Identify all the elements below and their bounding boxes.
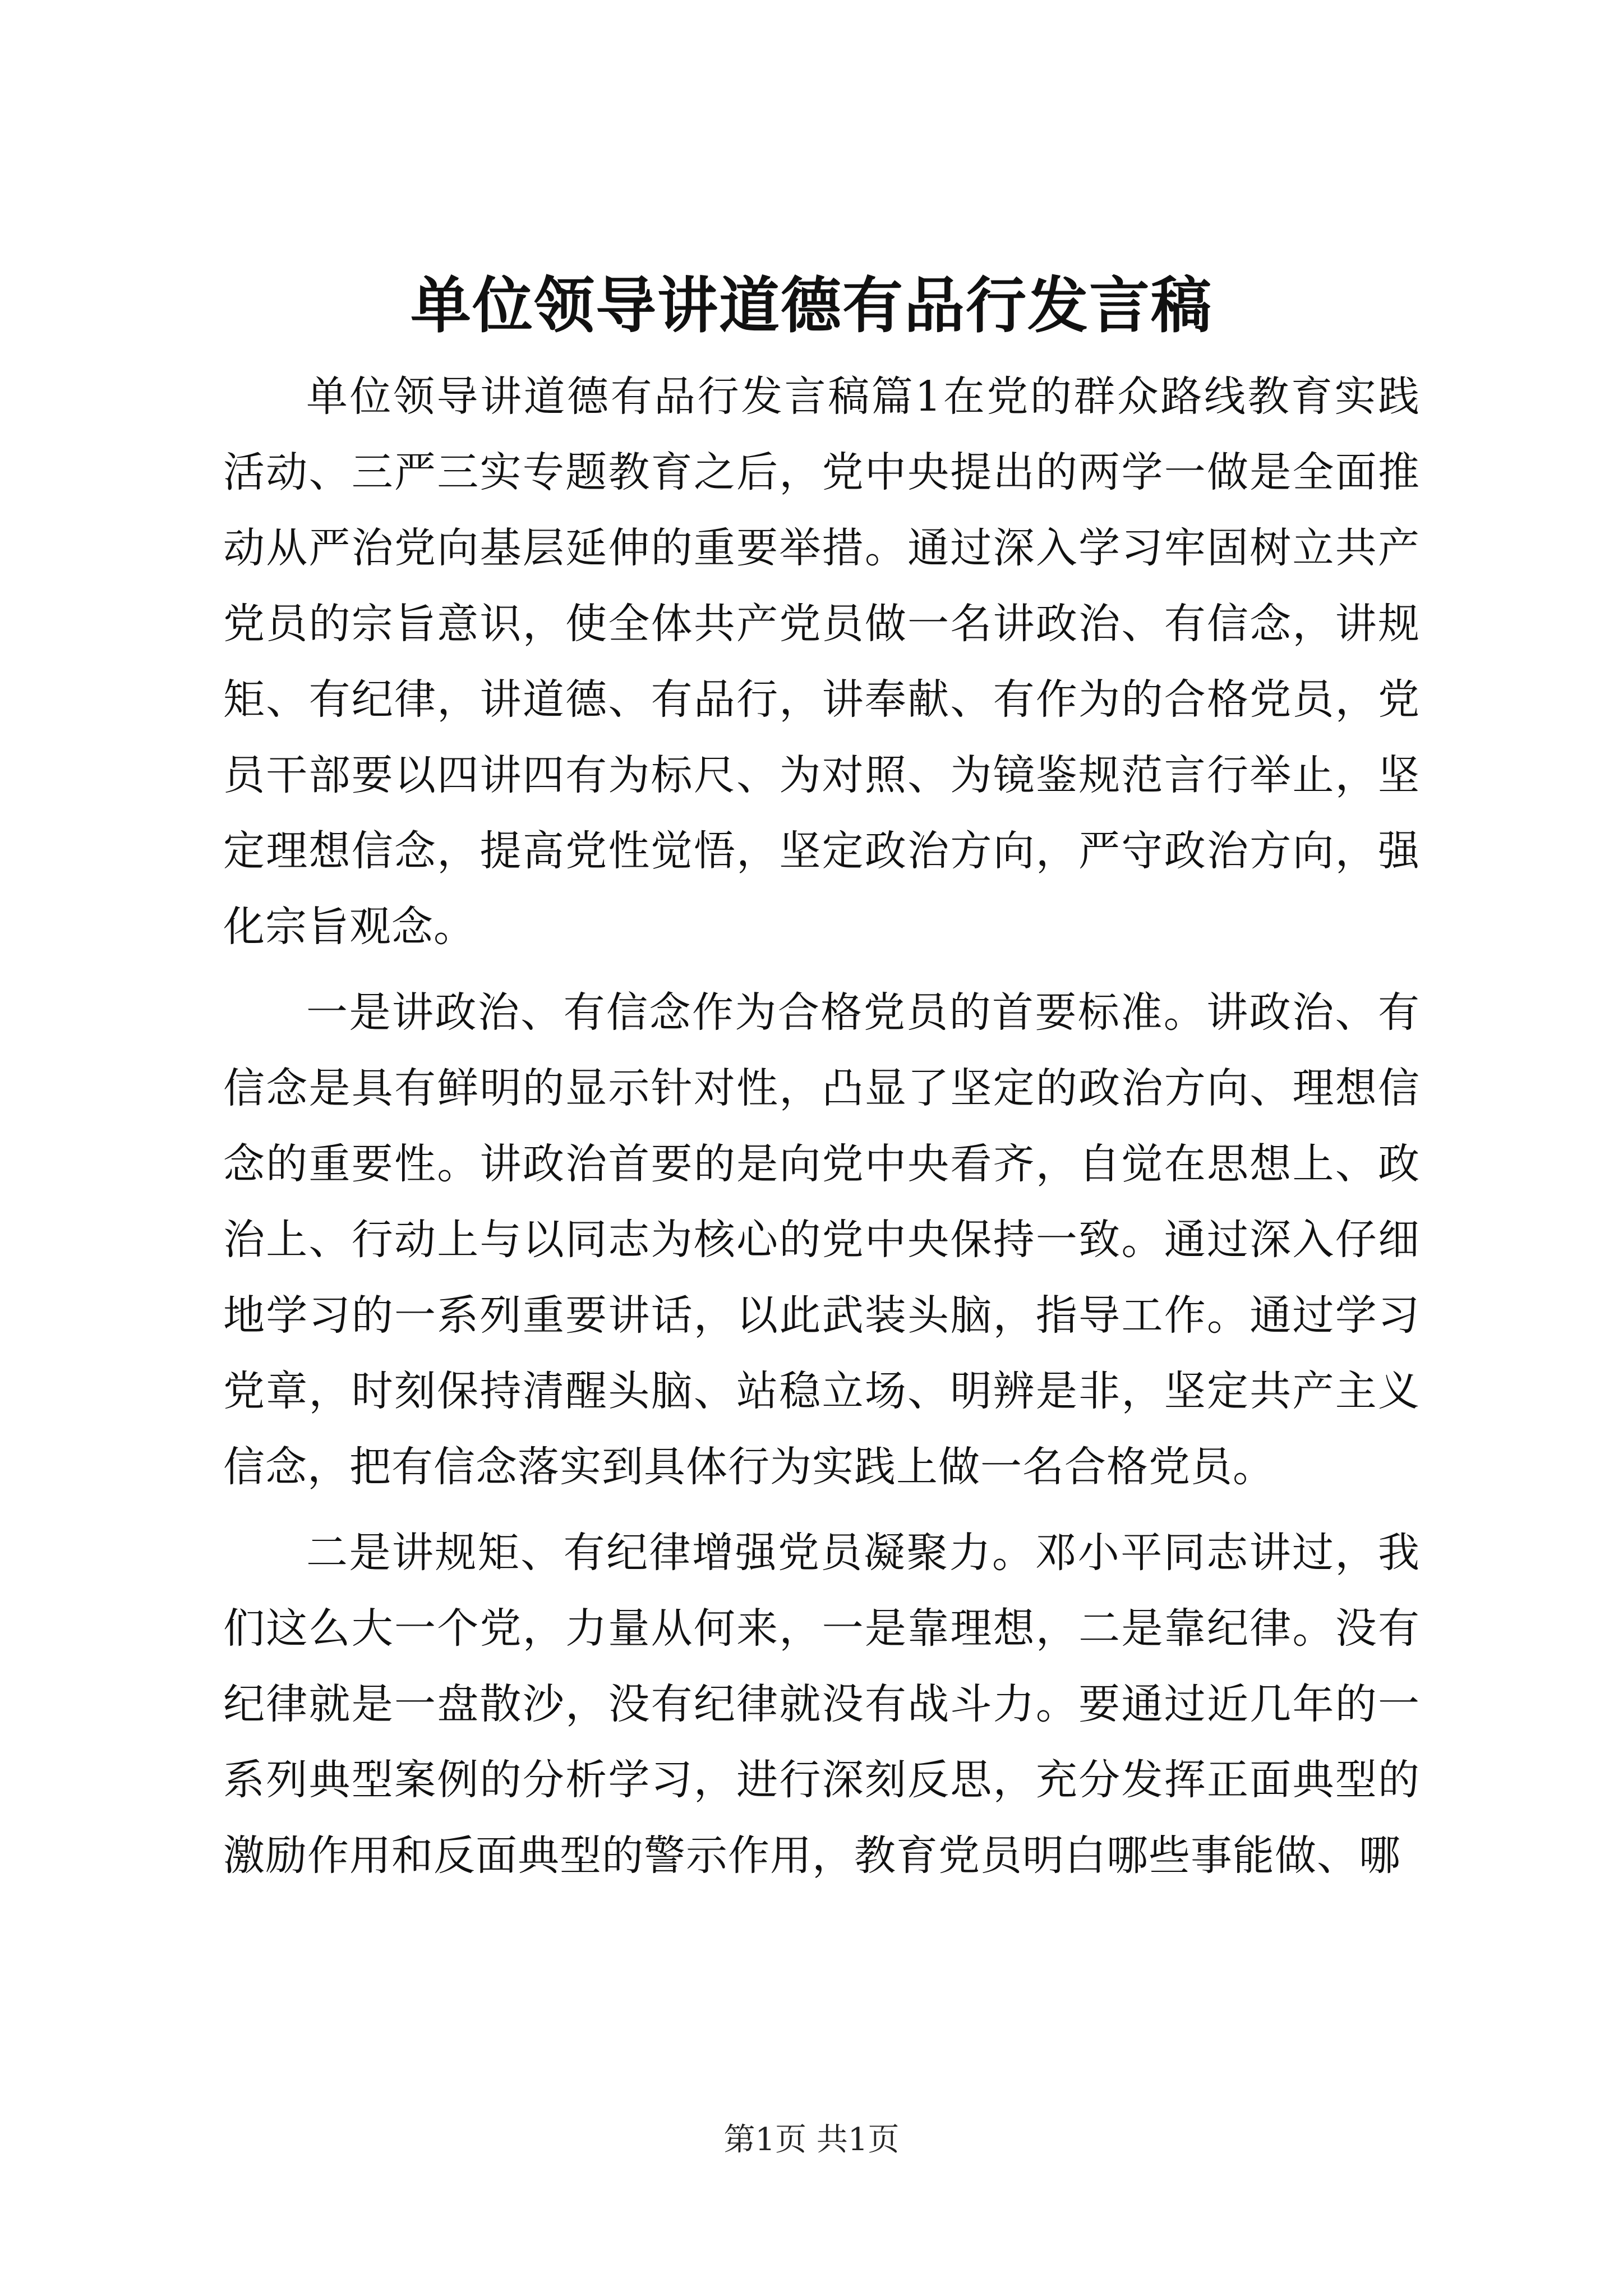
- paragraph-intro: 单位领导讲道德有品行发言稿篇1在党的群众路线教育实践活动、三严三实专题教育之后，党中央提出的两学一做是全面推动从严治党向基层延伸的重要举措。通过深入学习牢固树立共产党员的宗旨意识，使全体共产党员做一名讲政治、有信念，讲规矩、有纪律，讲道德、有品行，讲奉献、有作为的合格党员，党员干部要以四讲四有为标尺、为对照、为镜鉴规范言行举止，坚定理想信念，提高党性觉悟，坚定政治方向，严守政治方向，强化宗旨观念。: [223, 372, 1420, 951]
- page-number: 第1页 共1页: [723, 2122, 900, 2158]
- document-body: [223, 359, 1420, 1904]
- document-title: 单位领导讲道德有品行发言稿: [410, 270, 1212, 341]
- paragraph-discipline: 二是讲规矩、有纪律增强党员凝聚力。邓小平同志讲过，我们这么大一个党，力量从何来，一是靠理想，二是靠纪律。没有纪律就是一盘散沙，没有纪律就没有战斗力。要通过近几年的一系列典型案例的分析学习，进行深刻反思，充分发挥正面典型的激励作用和反面典型的警示作用，教育党员明白哪些事能做、哪: [223, 1529, 1420, 1880]
- page-footer: [0, 2118, 1623, 2162]
- paragraph-politics: 一是讲政治、有信念作为合格党员的首要标准。讲政治、有信念是具有鲜明的显示针对性，凸显了坚定的政治方向、理想信念的重要性。讲政治首要的是向党中央看齐，自觉在思想上、政治上、行动上与以同志为核心的党中央保持一致。通过深入仔细地学习的一系列重要讲话，以此武装头脑，指导工作。通过学习党章，时刻保持清醒头脑、站稳立场、明辨是非，坚定共产主义信念，把有信念落实到具体行为实践上做一名合格党员。: [223, 988, 1420, 1491]
